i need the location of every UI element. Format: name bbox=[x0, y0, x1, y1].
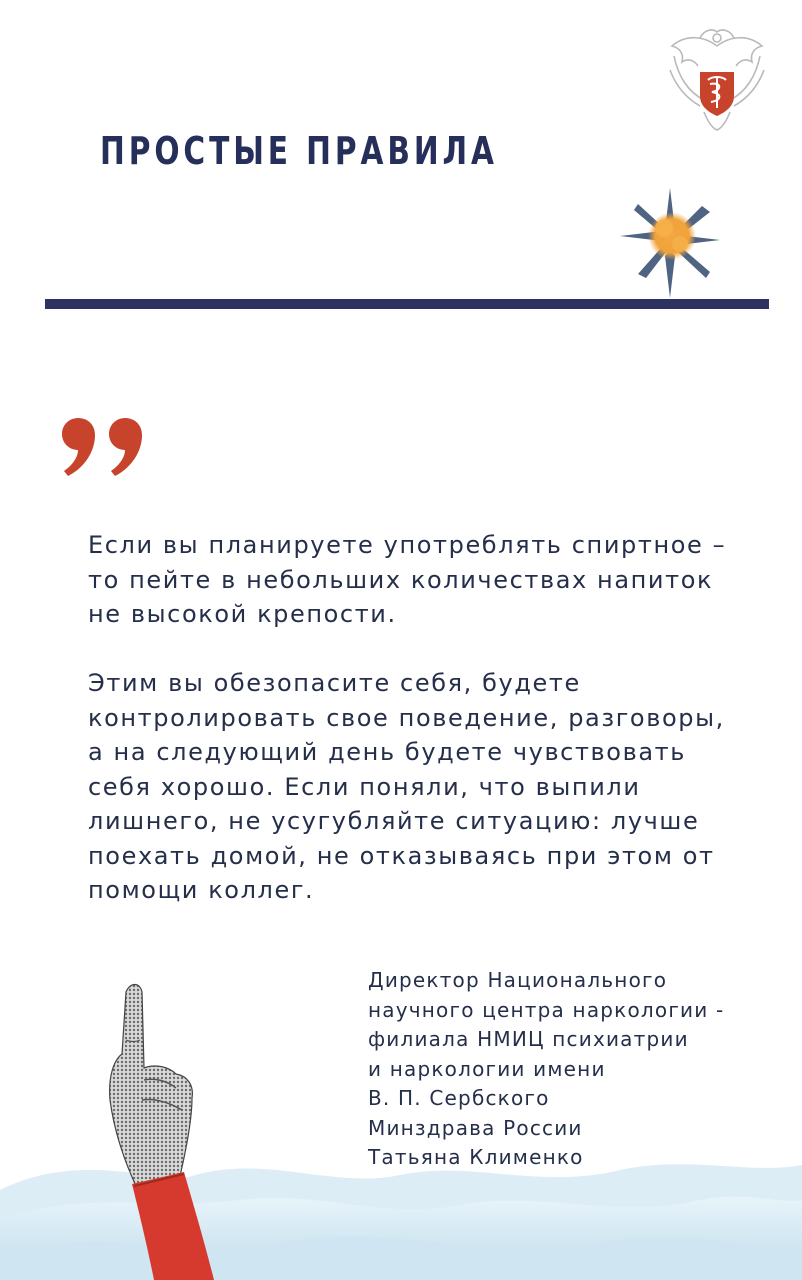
quote-paragraph-2: Этим вы обезопасите себя, будете контролировать свое поведение, разговоры, а на следующий день будете чувствовать себя хорошо. Если поняли, что выпили лишнего, не усугубляйте ситуацию: лучше поехать домой, не отказываясь при этом от помощи коллег. bbox=[88, 669, 725, 904]
section-divider bbox=[45, 299, 769, 309]
pointing-hand-icon bbox=[96, 980, 246, 1280]
author-signature: Директор Национального научного центра наркологии - филиала НМИЦ психиатрии и наркологии имени В. П. Сербского Минздрава России Татьяна Клименко bbox=[368, 968, 725, 1169]
page-title: ПРОСТЫЕ ПРАВИЛА bbox=[100, 129, 498, 173]
ministry-of-health-emblem-icon bbox=[664, 26, 770, 134]
compass-star-icon bbox=[616, 184, 724, 302]
quotation-mark-icon bbox=[62, 418, 144, 480]
quote-paragraph-1: Если вы планируете употреблять спиртное – то пейте в небольших количествах напиток не высокой крепости. bbox=[88, 531, 727, 628]
quote-body bbox=[88, 528, 768, 908]
